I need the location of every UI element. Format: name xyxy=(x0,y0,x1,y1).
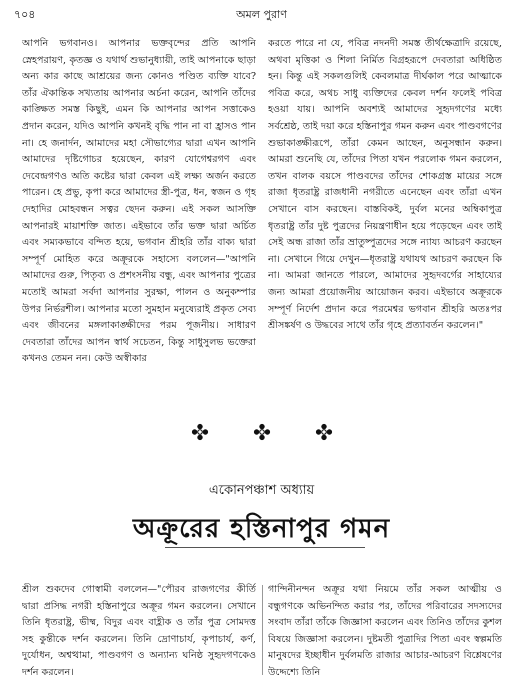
flower-ornament-icon xyxy=(253,423,271,441)
top-left-column xyxy=(22,36,256,416)
page-number: ৭০৪ xyxy=(14,8,36,21)
paragraph: আপনি ভগবানও। আপনার ভক্তবৃন্দের প্রতি আপনি স্নেহপরায়ণ, কৃতজ্ঞ ও যথার্থ শুভানুধ্যায়ী, তাই আপনাকে ছাড়া অন্য কার কাছে আশ্রয়ের জন্য কোনও পণ্ডিত ব্যক্তি যাবে? তাঁর ঐকান্তিক সখ্যতায় আপনার অর্চনা করেন, আপনি তাঁদের কাঙ্ক্ষিত সমস্ত কিছুই, এমন কি আপনার আপন সত্তাকেও প্রদান করেন, যদিও আপনি কখনই বৃদ্ধি পান না বা হ্রাসও পান না। হে জনার্দন, আমাদের মহা সৌভাগ্যের দ্বারা এখন আপনি আমাদের দৃষ্টিগোচর হয়েছেন, কারণ যোগেশ্বরগণ এবং দেবেন্দ্রগণও অতি কষ্টের দ্বারা কেবল এই লক্ষ্য অর্জন করতে পারেন। হে প্রভু, কৃপা করে আমাদের স্ত্রী-পুত্র, ধন, স্বজন ও গৃহ দেহাদির মোহবন্ধন সত্বর ছেদন করুন। এই সকল আসক্তি আপনারই মায়াশক্তি জাত। এইভাবে তাঁর ভক্ত দ্বারা অর্চিত এবং সম্যকভাবে বন্দিত হয়ে, ভগবান শ্রীহরি তাঁর বাক্য দ্বারা সম্পূর্ণ মোহিত করে অক্রূরকে সহাস্যে বললেন—"আপনি আমাদের গুরু, পিতৃব্য ও প্রশংসনীয় বন্ধু, এবং আপনার পুত্রের মতোই আমরা সর্বদা আপনার সুরক্ষা, পালন ও অনুকম্পার উপর নির্ভরশীল। আপনার মতো সুমহান মনুষ্যেরাই প্রকৃত সেব্য এবং জীবনের মঙ্গলাকাঙ্ক্ষীদের পরম পূজনীয়। সাধারণ দেবতারা তাঁদের আপন স্বার্থ সচেতন, কিন্তু সাধুসুলভ ভক্তেরা কখনও তেমন নন। কেউ অস্বীকার xyxy=(22,38,256,365)
bottom-right-column xyxy=(268,582,502,681)
paragraph: শ্রীল শুকদেব গোস্বামী বললেন—"পৌরব রাজগণের কীর্তি দ্বারা প্রসিদ্ধ নগরী হস্তিনাপুরে অক্রূর গমন করলেন। সেখানে তিনি ধৃতরাষ্ট্র, ভীষ্ম, বিদুর এবং বাহ্লীক ও তাঁর পুত্র সোমদত্ত সহ কুন্তীকে দর্শন করলেন। তিনি দ্রোণাচার্য, কৃপাচার্য, কর্ণ, দুর্যোধন, অশ্বত্থামা, পাণ্ডবগণ ও অন্যান্য ঘনিষ্ঠ সুহৃদগণকেও দর্শন করলেন। xyxy=(22,584,256,678)
title-underline xyxy=(165,547,365,548)
chapter-title: অক্রূরের হস্তিনাপুর গমন xyxy=(132,514,391,544)
section-ornaments xyxy=(0,423,523,443)
flower-ornament-icon xyxy=(315,423,333,441)
top-right-column xyxy=(268,36,502,416)
column-divider xyxy=(262,585,263,675)
paragraph: করতে পারে না যে, পবিত্র নদনদী সমস্ত তীর্থক্ষেত্রাদি রয়েছে, অথবা মৃত্তিকা ও শিলা নির্মিত বিগ্রহরূপে দেবতারা অধিষ্ঠিত হন। কিন্তু এই সকলগুলিই কেবলমাত্র দীর্ঘকাল পরে আত্মাকে পবিত্র করে, অথচ সাধু ব্যক্তিদের কেবল দর্শন ফলেই পবিত্র হওয়া যায়। আপনি অবশ্যই আমাদের সুহৃদগণের মধ্যে সর্বশ্রেষ্ঠ, তাই দয়া করে হস্তিনাপুর গমন করুন এবং পাণ্ডবগণের শুভাকাঙ্ক্ষীরূপে, তাঁরা কেমন আছেন, অনুসন্ধান করুন। আমরা শুনেছি যে, তাঁদের পিতা যখন পরলোক গমন করলেন, তখন বালক বয়সে পাণ্ডবদের তাঁদের শোকগ্রস্ত মায়ের সঙ্গে রাজা ধৃতরাষ্ট্র রাজধানী নগরীতে এনেছেন এবং তাঁরা এখন সেখানে বাস করছেন। বাস্তবিকই, দুর্বল মনের অম্বিকাপুত্র ধৃতরাষ্ট্র তাঁর দুষ্ট পুত্রদের নিয়ন্ত্রণাধীন হয়ে পড়েছেন এবং তাই সেই অন্ধ রাজা তাঁর ভ্রাতুষ্পুত্রদের সঙ্গে ন্যায্য আচরণ করছেন না। সেখানে গিয়ে দেখুন—ধৃতরাষ্ট্র যথাযথ আচরণ করছেন কি না। আমরা জানতে পারলে, আমাদের সুহৃদবর্গের সাহায্যের জন্য আমরা প্রয়োজনীয় আয়োজন করব। এইভাবে অক্রূরকে সম্পূর্ণ নির্দেশ প্রদান করে পরমেশ্বর ভগবান শ্রীহরি অতঃপর শ্রীসঙ্কর্ষণ ও উদ্ধবের সাথে তাঁর গৃহে প্রত্যাবর্তন করলেন।" xyxy=(268,38,502,332)
chapter-label: একোনপঞ্চাশ অধ্যায় xyxy=(208,483,315,498)
paragraph: গান্দিনীনন্দন অক্রূর যথা নিয়মে তাঁর সকল আত্মীয় ও বন্ধুগণকে অভিনন্দিত করার পর, তাঁদের পরিবারের সদস্যদের সংবাদ তাঁরা তাঁকে জিজ্ঞাসা করলেন এবং তিনিও তাঁদের কুশল বিষয়ে জিজ্ঞাসা করলেন। দুষ্টমতী পুত্রাদির পিতা এবং স্বল্পমতি মানুষদের ইচ্ছাধীন দুর্বলমতি রাজার আচার-আচরণ বিশ্লেষণের উদ্দেশ্যে তিনি xyxy=(268,584,502,678)
bottom-left-column xyxy=(22,582,256,681)
page-header xyxy=(14,6,509,22)
running-title: অমল পুরাণ xyxy=(236,8,287,21)
flower-ornament-icon xyxy=(191,423,209,441)
